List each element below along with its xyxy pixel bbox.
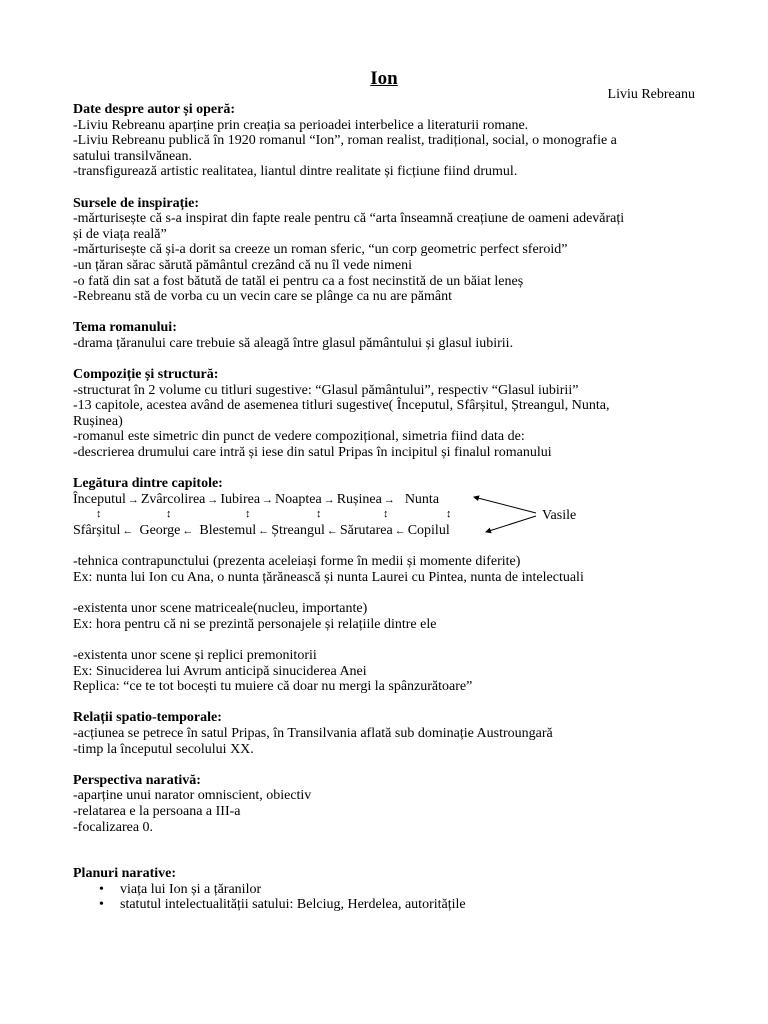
section-heading-perspective: Perspectiva narativă: (73, 772, 201, 788)
arrow-left-icon: ← (182, 524, 194, 537)
text-line: Rușinea) (73, 413, 123, 429)
chapter-label: Ștreangul (271, 522, 325, 538)
list-item (99, 882, 713, 898)
chapter-diagram (73, 492, 713, 539)
chapter-label: Iubirea (220, 491, 261, 507)
text-line: -drama țăranului care trebuie să aleagă între glasul pământului și glasul iubirii. (73, 335, 514, 351)
narrative-plans-list (73, 882, 713, 913)
arrow-left-icon: ← (122, 524, 134, 537)
center-character-label: Vasile (542, 507, 577, 523)
chapter-label: Sărutarea (339, 522, 393, 538)
section-heading-chapters: Legătura dintre capitole: (73, 476, 223, 492)
vertical-arrow-icon: ↕ (316, 507, 322, 520)
chapter-label: Sfârșitul (73, 522, 121, 538)
text-line: -transfigurează artistic realitatea, liantul dintre realitate și ficțiune fiind drumul. (73, 164, 518, 180)
vertical-arrow-icon: ↕ (446, 507, 452, 520)
document-body (73, 102, 713, 913)
chapter-row-bottom (73, 523, 450, 540)
vertical-arrow-icon: ↕ (245, 507, 251, 520)
document-title: Ion (370, 68, 398, 89)
arrow-right-icon: → (127, 493, 139, 506)
arrow-right-icon: → (262, 493, 274, 506)
text-line: -Liviu Rebreanu aparține prin creația sa perioadei interbelice a literaturii romane. (73, 117, 529, 133)
arrow-left-icon: ← (394, 524, 406, 537)
section-heading-author: Date despre autor și operă: (73, 102, 236, 117)
arrow-right-icon: → (323, 493, 335, 506)
text-line: Ex: Sinuciderea lui Avrum anticipă sinuciderea Anei (73, 663, 367, 679)
text-line: -mărturisește că s-a inspirat din fapte reale pentru că “arta înseamnă creațiune de oameni adevărați (73, 211, 625, 227)
vertical-arrow-icon: ↕ (166, 507, 172, 520)
text-line: -timp la începutul secolului XX. (73, 741, 254, 757)
text-line: Ex: hora pentru că ni se prezintă personajele și relațiile dintre ele (73, 616, 437, 632)
text-line: -un țăran sărac sărută pământul crezând că nu îl vede nimeni (73, 257, 412, 273)
section-heading-sources: Sursele de inspirație: (73, 195, 199, 211)
chapter-label: Rușinea (336, 491, 382, 507)
list-item (99, 897, 713, 913)
text-line: -romanul este simetric din punct de vedere compozițional, simetria fiind data de: (73, 429, 525, 445)
text-line: -mărturisește că și-a dorit sa creeze un roman sferic, “un corp geometric perfect sferoid” (73, 242, 568, 258)
chapter-label: Blestemul (199, 522, 257, 538)
text-line: Ex: nunta lui Ion cu Ana, o nunta țărănească și nunta Laurei cu Pintea, nunta de intelectuali (73, 570, 584, 586)
text-line: și de viața reală” (73, 226, 167, 242)
text-line: -o fată din sat a fost bătută de tatăl ei pentru ca a fost necinstită de un băiat leneș (73, 273, 524, 289)
vertical-arrow-icon: ↕ (383, 507, 389, 520)
chapter-label: Începutul (73, 491, 126, 507)
bullet-icon: • (99, 897, 104, 913)
section-heading-spacetime: Relații spatio-temporale: (73, 710, 222, 726)
text-line: -13 capitole, acestea având de asemenea titluri sugestive( Începutul, Sfârșitul, Ștreangul, Nunta, (73, 398, 610, 414)
text-line: satului transilvănean. (73, 148, 192, 164)
arrow-right-icon: → (383, 493, 395, 506)
text-line: -focalizarea 0. (73, 819, 154, 835)
author-name: Liviu Rebreanu (607, 87, 695, 102)
text-line: -acțiunea se petrece în satul Pripas, în Transilvania aflată sub dominație Austroungară (73, 725, 553, 741)
arrow-right-icon: → (207, 493, 219, 506)
section-heading-plans: Planuri narative: (73, 866, 177, 882)
text-line: -descrierea drumului care intră și iese din satul Pripas în incipitul și finalul romanului (73, 445, 552, 461)
bullet-icon: • (99, 881, 104, 897)
vasile-connector-arrows (468, 492, 548, 539)
text-line: -existenta unor scene și replici premonitorii (73, 648, 317, 663)
text-line: -existenta unor scene matriceale(nucleu, importante) (73, 601, 368, 617)
list-item-text: statutul intelectualității satului: Belciug, Herdelea, autoritățile (120, 897, 466, 913)
text-line: -Liviu Rebreanu publică în 1920 romanul “Ion”, roman realist, tradițional, social, o monografie a (73, 133, 617, 149)
text-line: -Rebreanu stă de vorba cu un vecin care se plânge ca nu are pământ (73, 289, 452, 305)
text-line: Replica: “ce te tot bocești tu muiere că doar nu mergi la spânzurătoare” (73, 679, 473, 695)
section-heading-composition: Compoziție și structură: (73, 367, 219, 383)
chapter-label: Copilul (407, 522, 450, 538)
list-item-text: viața lui Ion și a țăranilor (120, 881, 262, 897)
vertical-arrow-icon: ↕ (96, 507, 102, 520)
arrow-left-icon: ← (326, 524, 338, 537)
section-heading-theme: Tema romanului: (73, 320, 177, 336)
chapter-label: Noaptea (275, 491, 322, 507)
arrow-left-icon: ← (258, 524, 270, 537)
chapter-label: Zvârcolirea (140, 491, 206, 507)
chapter-label: George (139, 522, 181, 538)
text-line: -tehnica contrapunctului (prezenta aceleiași forme în medii și momente diferite) (73, 554, 521, 570)
text-line: -relatarea e la persoana a III-a (73, 803, 241, 819)
chapter-label: Nunta (404, 491, 440, 507)
text-line: -aparține unui narator omniscient, obiectiv (73, 788, 312, 804)
text-line: -structurat în 2 volume cu titluri sugestive: “Glasul pământului”, respectiv “Glasul iubirii” (73, 382, 579, 398)
